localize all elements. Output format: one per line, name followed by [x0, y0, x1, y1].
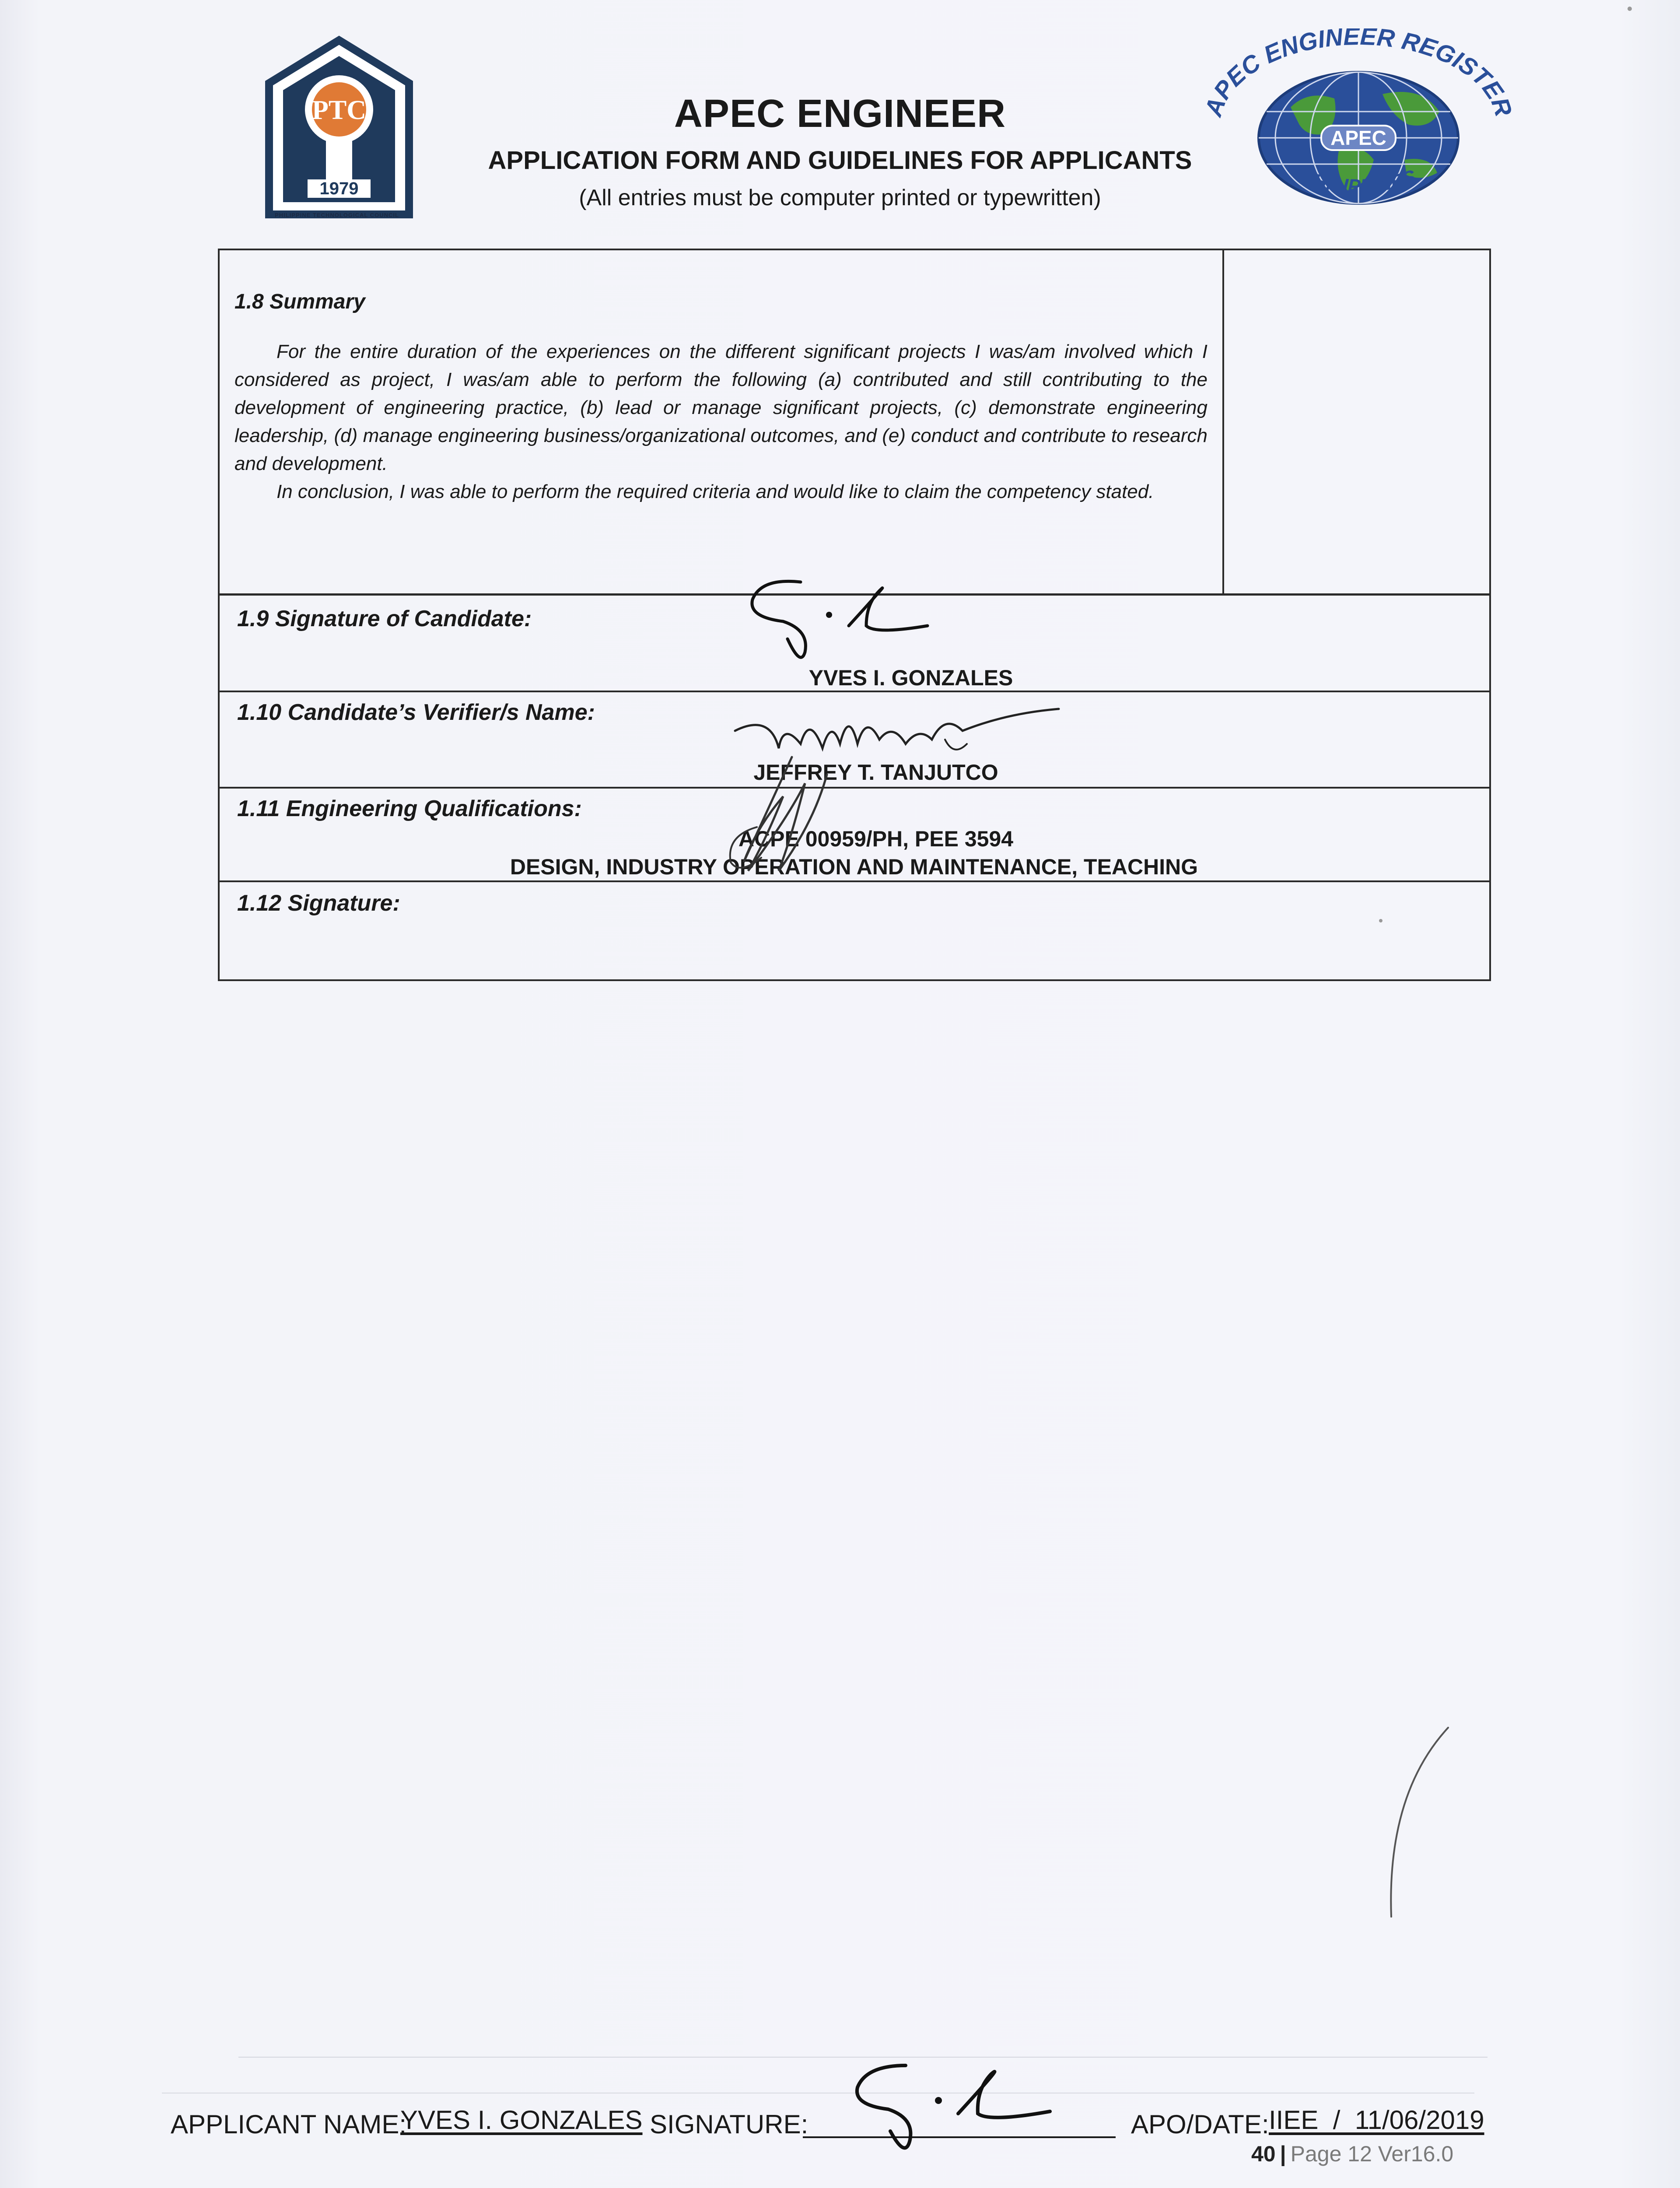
summary-heading: 1.8 Summary [234, 290, 365, 313]
row-divider [220, 787, 1489, 789]
apo-date-label: APO/DATE: [1131, 2110, 1269, 2139]
applicant-name-label: APPLICANT NAME: [171, 2110, 407, 2139]
ptc-logo-caption: PHILIPPINE TECHNOLOGICAL COUNCIL [275, 212, 399, 218]
row-divider [220, 880, 1489, 882]
verifier-name: JEFFREY T. TANJUTCO [753, 760, 998, 785]
page-number-separator: | [1280, 2142, 1286, 2166]
header-title-block [455, 94, 1225, 211]
footer-rule [238, 2057, 1488, 2058]
apo-date-value: IIEE / 11/06/2019 [1269, 2105, 1484, 2135]
footer-signature-label: SIGNATURE: [650, 2110, 808, 2139]
apec-logo [1194, 28, 1518, 212]
application-form-table [218, 249, 1491, 981]
candidate-name: YVES I. GONZALES [808, 666, 1013, 690]
svg-text:PHILIPPINES: PHILIPPINES [1298, 165, 1419, 197]
page-number-main: 40 [1251, 2142, 1276, 2166]
page-subtitle: APPLICATION FORM AND GUIDELINES FOR APPLICANTS [488, 146, 1192, 175]
pen-mark-arc [1378, 1724, 1452, 1921]
page-number [1251, 2141, 1453, 2167]
applicant-name-value: YVES I. GONZALES [400, 2105, 643, 2135]
svg-text:APEC: APEC [1330, 126, 1386, 149]
summary-side-cell [1224, 250, 1489, 595]
svg-text:1979: 1979 [319, 179, 359, 198]
svg-text:APEC ENGINEER REGISTER: APEC ENGINEER REGISTER [1199, 28, 1518, 120]
candidate-signature-label: 1.9 Signature of Candidate: [237, 606, 532, 631]
ptc-logo [260, 35, 418, 228]
summary-paragraph-2: In conclusion, I was able to perform the required criteria and would like to claim the competency stated. [276, 481, 1154, 502]
page-title: APEC ENGINEER [674, 92, 1006, 136]
signature-label: 1.12 Signature: [237, 891, 400, 916]
row-divider [220, 691, 1489, 692]
footer-signature-line [803, 2136, 1116, 2138]
page-number-version: Page 12 Ver16.0 [1290, 2142, 1454, 2166]
qualifications-label: 1.11 Engineering Qualifications: [237, 796, 582, 821]
svg-text:PTC: PTC [312, 95, 366, 125]
qualifications-line-1: ACPE 00959/PH, PEE 3594 [738, 827, 1014, 851]
speck [1628, 7, 1632, 11]
summary-cell [220, 250, 1224, 595]
verifier-label: 1.10 Candidate’s Verifier/s Name: [237, 700, 595, 725]
speck [1379, 919, 1382, 922]
qualifications-line-2: DESIGN, INDUSTRY OPERATION AND MAINTENANCE, TEACHING [510, 855, 1198, 879]
summary-paragraph-1: For the entire duration of the experiences on the different significant projects I was/am involved which I considered as project, I was/am able to perform the following (a) contributed and still contributing to the development of engineering practice, (b) lead or manage significant projects, (c) demonstrate engineering leadership, (d) manage engineering business/organizational outcomes, and (e) conduct and contribute to research and development. [234, 341, 1208, 474]
summary-text [234, 338, 1208, 506]
page-note: (All entries must be computer printed or typewritten) [579, 185, 1101, 210]
row-divider [220, 593, 1489, 596]
footer-bar [171, 2100, 1492, 2144]
